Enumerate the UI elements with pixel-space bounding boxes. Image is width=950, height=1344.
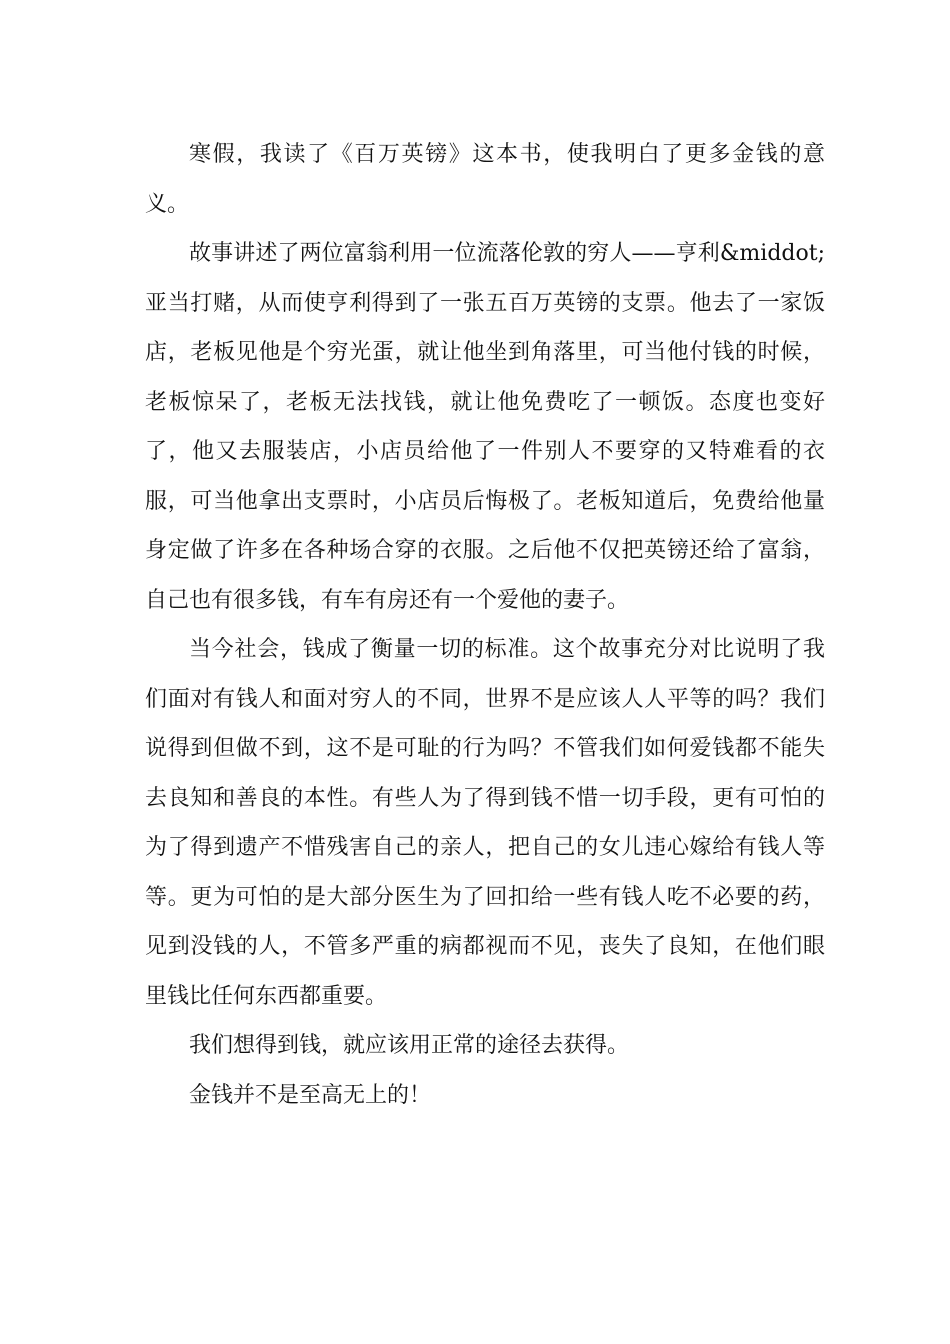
- paragraph-story: 故事讲述了两位富翁利用一位流落伦敦的穷人——亨利&middot;亚当打赌，从而使亨利得到了一张五百万英镑的支票。他去了一家饭店，老板见他是个穷光蛋，就让他坐到角落里，可当他付钱的时候，老板惊呆了，老板无法找钱，就让他免费吃了一顿饭。态度也变好了，他又去服装店，小店员给他了一件别人不要穿的又特难看的衣服，可当他拿出支票时，小店员后悔极了。老板知道后，免费给他量身定做了许多在各种场合穿的衣服。之后他不仅把英镑还给了富翁，自己也有很多钱，有车有房还有一个爱他的妻子。: [145, 241, 825, 613]
- paragraph-closing: 金钱并不是至高无上的！: [189, 1082, 432, 1108]
- paragraph-intro: 寒假，我读了《百万英镑》这本书，使我明白了更多金钱的意义。: [145, 142, 825, 217]
- essay-body: [145, 130, 825, 1120]
- paragraph-conclusion: 我们想得到钱，就应该用正常的途径去获得。: [189, 1033, 630, 1058]
- paragraph-reflection: 当今社会，钱成了衡量一切的标准。这个故事充分对比说明了我们面对有钱人和面对穷人的不同，世界不是应该人人平等的吗？我们说得到但做不到，这不是可耻的行为吗？不管我们如何爱钱都不能失去良知和善良的本性。有些人为了得到钱不惜一切手段，更有可怕的为了得到遗产不惜残害自己的亲人，把自己的女儿违心嫁给有钱人等等。更为可怕的是大部分医生为了回扣给一些有钱人吃不必要的药，见到没钱的人，不管多严重的病都视而不见，丧失了良知，在他们眼里钱比任何东西都重要。: [145, 637, 825, 1009]
